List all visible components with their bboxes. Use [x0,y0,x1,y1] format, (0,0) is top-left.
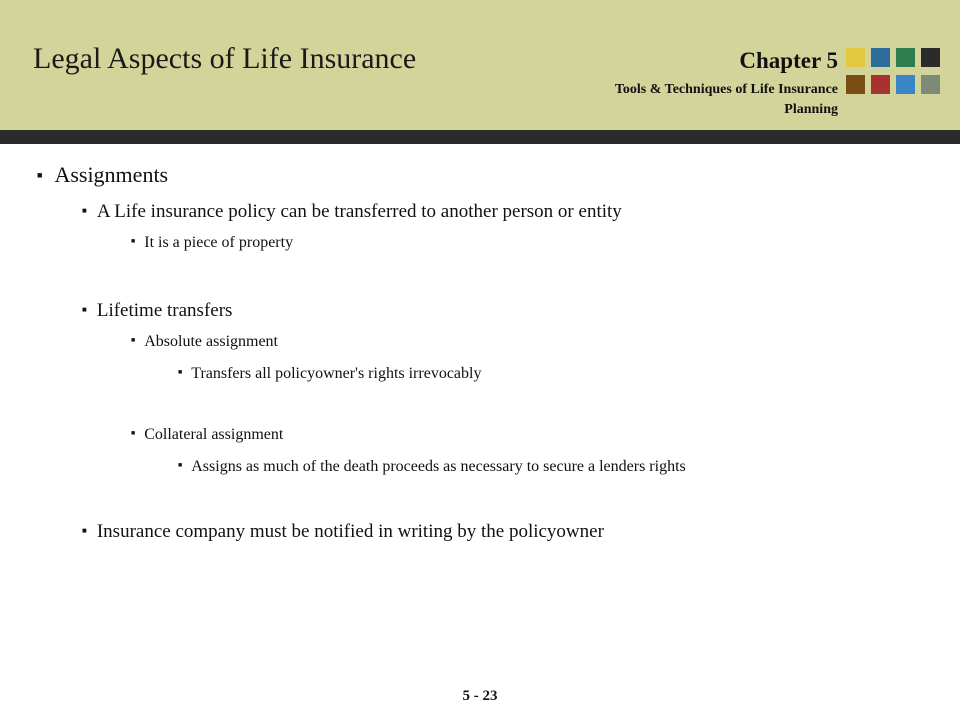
square-bullet-icon: ■ [131,336,136,345]
bullet-collateral-detail: ■ Assigns as much of the death proceeds as necessary to secure a lenders rights [178,458,686,475]
bullet-absolute-detail: ■ Transfers all policyowner's rights irrevocably [178,365,482,382]
bullet-collateral-assignment: ■ Collateral assignment [131,426,284,443]
chapter-label: Chapter 5 [739,48,838,73]
square-bullet-icon: ■ [82,305,87,315]
chapter-subtitle: Tools & Techniques of Life Insurance Planning [614,82,838,117]
page-number: 5 - 23 [462,688,498,704]
header-divider-bar [0,130,960,144]
bullet-property: ■ It is a piece of property [131,234,294,251]
square-bullet-icon: ■ [131,237,136,246]
swatch-yellow [846,48,865,67]
swatch-black [921,48,940,67]
swatch-blue [871,48,890,67]
color-swatch-grid [846,48,942,96]
bullet-absolute-assignment: ■ Absolute assignment [131,333,278,350]
swatch-brown [846,75,865,94]
slide-title: Legal Aspects of Life Insurance [33,42,417,75]
bullet-transferable: ■ A Life insurance policy can be transferred to another person or entity [82,201,622,222]
square-bullet-icon: ■ [82,526,87,536]
square-bullet-icon: ■ [178,461,183,470]
swatch-light-blue [896,75,915,94]
square-bullet-icon: ■ [131,429,136,438]
bullet-assignments: ■ Assignments [37,162,169,187]
swatch-gray [921,75,940,94]
swatch-red [871,75,890,94]
swatch-green [896,48,915,67]
square-bullet-icon: ■ [37,169,43,180]
bullet-notify: ■ Insurance company must be notified in writing by the policyowner [82,521,604,542]
square-bullet-icon: ■ [178,368,183,377]
square-bullet-icon: ■ [82,206,87,216]
bullet-lifetime-transfers: ■ Lifetime transfers [82,300,233,321]
